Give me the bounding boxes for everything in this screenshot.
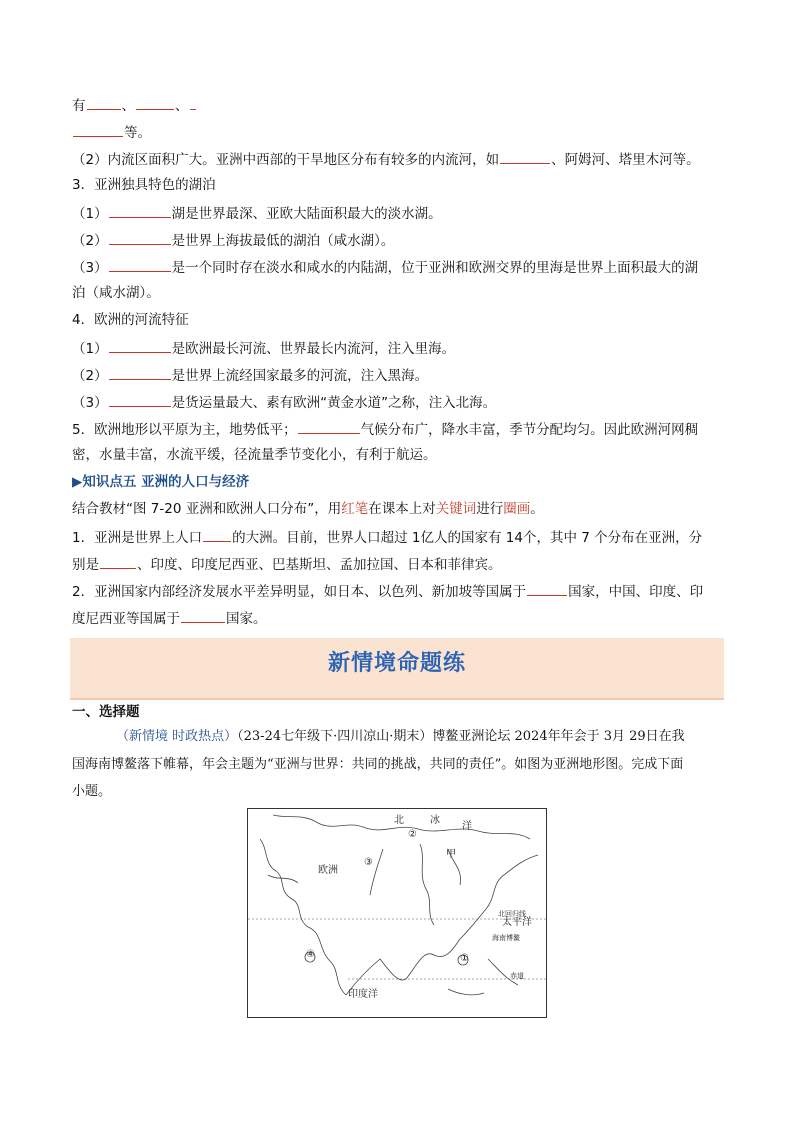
map-label: 甲 bbox=[446, 849, 456, 860]
text-line bbox=[72, 176, 732, 194]
fill-blank[interactable] bbox=[100, 554, 136, 569]
fill-blank[interactable] bbox=[190, 95, 196, 110]
text: 、阿姆河、塔里木河等。 bbox=[551, 152, 700, 168]
knowledge-point-title: 知识点五 亚洲的人口与经济 bbox=[82, 474, 250, 490]
text: 别是 bbox=[72, 557, 99, 573]
fill-blank[interactable] bbox=[181, 608, 225, 623]
text: （3） bbox=[72, 395, 108, 411]
heading-text: 3．亚洲独具特色的湖泊 bbox=[72, 177, 216, 193]
fill-blank[interactable] bbox=[109, 203, 171, 218]
text: 5．欧洲地形以平原为主，地势低平； bbox=[72, 422, 297, 438]
fill-blank[interactable] bbox=[203, 527, 231, 542]
text: 在课本上对 bbox=[368, 501, 436, 517]
map-label: 印度洋 bbox=[348, 989, 378, 1000]
fill-blank[interactable] bbox=[500, 149, 550, 164]
text-line bbox=[72, 392, 732, 412]
text-line bbox=[72, 365, 732, 385]
text: 。 bbox=[530, 501, 544, 517]
highlight-text: 圈画 bbox=[503, 501, 531, 517]
fill-blank[interactable] bbox=[109, 365, 171, 380]
text-line bbox=[72, 257, 732, 277]
heading-text: 4．欧洲的河流特征 bbox=[72, 312, 189, 328]
fill-blank[interactable] bbox=[109, 257, 171, 272]
question-line: 国海南博鳌落下帷幕，年会主题为“亚洲与世界：共同的挑战，共同的责任”。如图为亚洲地形图。完成下面 bbox=[72, 757, 684, 772]
africa-edge bbox=[308, 927, 346, 995]
text: 气候分布广，降水丰富，季节分配均匀。因此欧洲河网稠 bbox=[360, 422, 699, 438]
question-text: （23-24七年级下·四川凉山·期末）博鳌亚洲论坛 2024年年会于 3月 29日在我 bbox=[237, 729, 685, 744]
island-arc bbox=[448, 989, 484, 995]
highlight-text: 关键词 bbox=[435, 501, 477, 517]
text: 的大洲。目前，世界人口超过 1亿人的国家有 14个，其中 7 个分布在亚洲，分 bbox=[232, 530, 703, 546]
text-line bbox=[72, 419, 732, 439]
text: （2）内流区面积广大。亚洲中西部的干旱地区分布有较多的内流河，如 bbox=[72, 152, 500, 168]
text: 国家。 bbox=[226, 611, 267, 627]
text-line bbox=[72, 446, 732, 464]
section-title: 一、选择题 bbox=[72, 704, 140, 720]
asia-terrain-map bbox=[247, 808, 547, 1018]
text: （3） bbox=[72, 260, 108, 276]
map-label: ④ bbox=[306, 949, 315, 960]
text: 1．亚洲是世界上人口 bbox=[72, 530, 203, 546]
text: 度尼西亚等国属于 bbox=[72, 611, 180, 627]
fill-blank[interactable] bbox=[109, 230, 171, 245]
map-label: 北回归线 bbox=[498, 910, 526, 918]
question-line bbox=[72, 728, 732, 746]
fill-blank[interactable] bbox=[136, 95, 174, 110]
map-label: ① bbox=[460, 953, 469, 964]
text: 是欧洲最长河流、世界最长内流河，注入里海。 bbox=[171, 341, 456, 357]
knowledge-point-heading bbox=[72, 473, 732, 491]
fill-blank[interactable] bbox=[87, 95, 121, 110]
map-label: 欧洲 bbox=[318, 865, 338, 876]
europe-coast bbox=[260, 839, 308, 927]
text: 、印度、印度尼西亚、巴基斯坦、孟加拉国、日本和菲律宾。 bbox=[137, 557, 502, 573]
text-line bbox=[72, 581, 732, 601]
text: 湖是世界最深、亚欧大陆面积最大的淡水湖。 bbox=[171, 206, 442, 222]
text: 是一个同时存在淡水和咸水的内陆湖，位于亚洲和欧洲交界的里海是世界上面积最大的湖 bbox=[171, 260, 699, 276]
question-tag: （新情境 时政热点） bbox=[116, 729, 238, 744]
text: 、 bbox=[121, 98, 135, 114]
river-line bbox=[420, 844, 434, 925]
text-line bbox=[72, 95, 732, 115]
text: 结合教材“图 7-20 亚洲和欧洲人口分布”，用 bbox=[72, 501, 342, 517]
text-line bbox=[72, 203, 732, 223]
banner-title: 新情境命题练 bbox=[327, 651, 466, 676]
highlight-text: 红笔 bbox=[341, 501, 369, 517]
fill-blank[interactable] bbox=[527, 581, 567, 596]
fill-blank[interactable] bbox=[109, 392, 171, 407]
map-label: ② bbox=[408, 829, 417, 840]
text: 是货运量最大、素有欧洲“黄金水道”之称，注入北海。 bbox=[171, 395, 497, 411]
map-label: 北 bbox=[394, 815, 404, 826]
text: （1） bbox=[72, 341, 108, 357]
section-banner bbox=[70, 638, 724, 698]
map-label: 太平洋 bbox=[502, 917, 532, 928]
text-line bbox=[72, 554, 732, 574]
fill-blank[interactable] bbox=[298, 419, 360, 434]
text: 国家，中国、印度、印 bbox=[568, 584, 704, 600]
text: 泊（咸水湖）。 bbox=[72, 285, 160, 301]
text: 等。 bbox=[124, 125, 151, 141]
text: 密，水量丰富，水流平缓，径流量季节变化小，有利于航运。 bbox=[72, 447, 437, 463]
map-label: 冰 bbox=[430, 815, 440, 826]
text-line bbox=[72, 500, 732, 518]
text: （1） bbox=[72, 206, 108, 222]
text-line bbox=[72, 608, 732, 628]
triangle-icon: ▶ bbox=[72, 474, 83, 490]
banner-divider bbox=[70, 698, 724, 700]
text: 是世界上流经国家最多的河流，注入黑海。 bbox=[171, 368, 429, 384]
map-label: 海南博鳌 bbox=[492, 934, 520, 942]
text-line bbox=[72, 122, 732, 142]
text: （2） bbox=[72, 368, 108, 384]
text-line bbox=[72, 527, 732, 547]
text: （2） bbox=[72, 233, 108, 249]
text: 是世界上海拔最低的湖泊（咸水湖）。 bbox=[171, 233, 395, 249]
text-line bbox=[72, 311, 732, 329]
text-line bbox=[72, 230, 732, 250]
text-line bbox=[72, 284, 732, 302]
map-label: 洋 bbox=[462, 821, 472, 832]
fill-blank[interactable] bbox=[109, 338, 171, 353]
river-line bbox=[268, 875, 298, 883]
map-label: 赤道 bbox=[510, 972, 524, 980]
text: 、 bbox=[175, 98, 189, 114]
text-line bbox=[72, 338, 732, 358]
ural-line bbox=[370, 849, 383, 895]
text: 进行 bbox=[476, 501, 504, 517]
map-label: ③ bbox=[364, 857, 373, 868]
fill-blank[interactable] bbox=[73, 122, 123, 137]
text: 有 bbox=[72, 98, 86, 114]
question-line: 小题。 bbox=[72, 784, 112, 799]
text-line bbox=[72, 149, 732, 169]
text: 2．亚洲国家内部经济发展水平差异明显，如日本、以色列、新加坡等国属于 bbox=[72, 584, 527, 600]
